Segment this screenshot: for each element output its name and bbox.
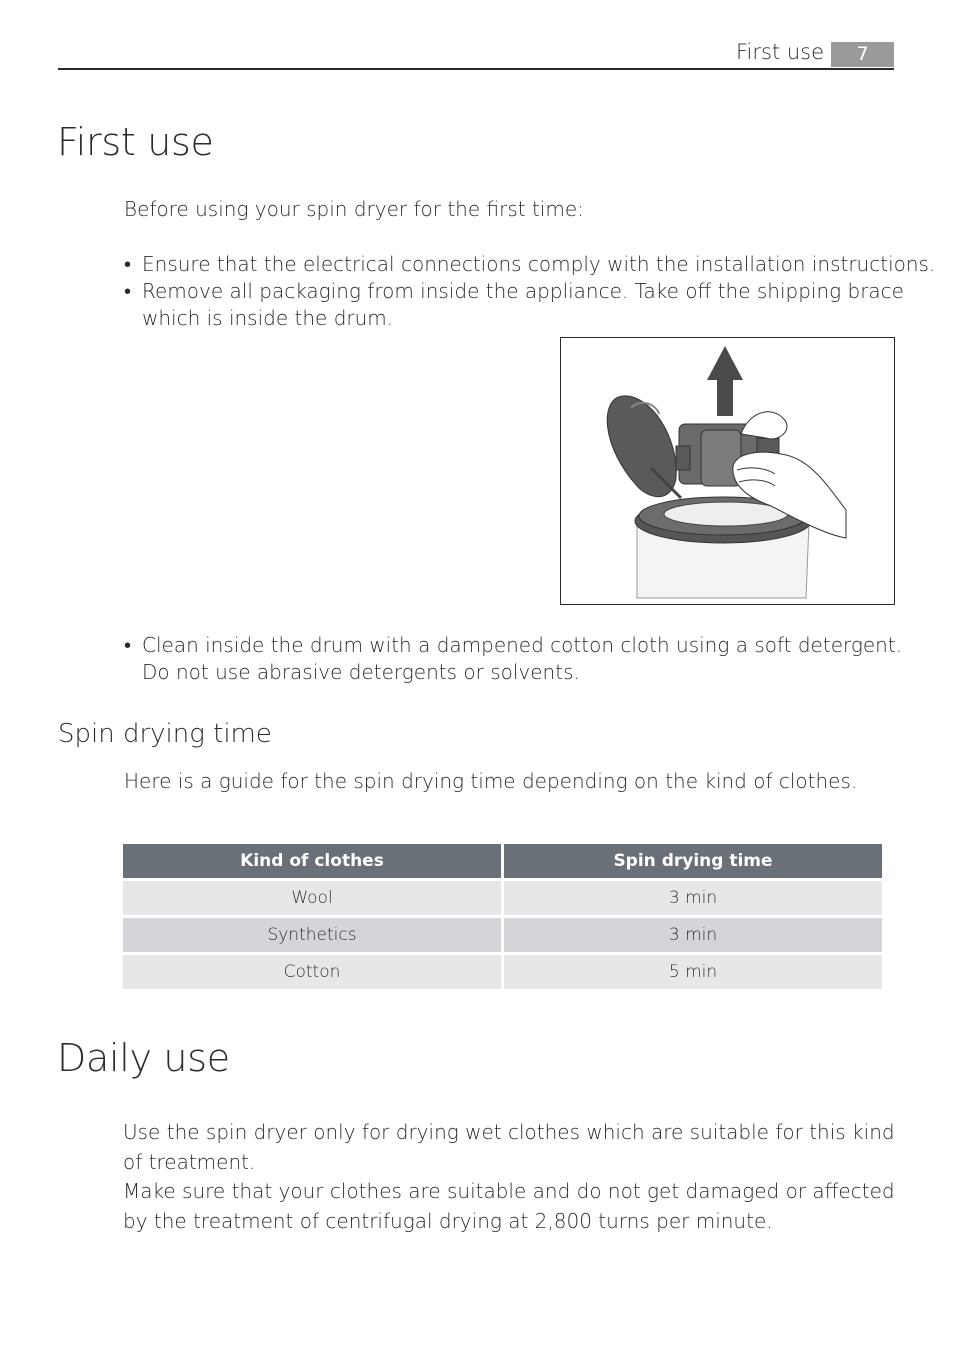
table-header-kind: Kind of clothes — [123, 844, 501, 878]
bullet-item-packaging: • Remove all packaging from inside the appliance. Take off the shipping brace — [124, 278, 935, 305]
daily-use-paragraph-1: Use the spin dryer only for drying wet clothes which are suitable for this kind of treatment. — [123, 1120, 895, 1174]
table-row — [123, 918, 882, 952]
table-cell-kind: Synthetics — [123, 918, 501, 952]
spin-drying-table — [123, 844, 882, 992]
table-cell-kind: Cotton — [123, 955, 501, 989]
spin-drying-intro: Here is a guide for the spin drying time depending on the kind of clothes. — [124, 769, 858, 793]
page-number: 7 — [831, 42, 894, 67]
running-header-section: First use — [736, 40, 825, 64]
table-row — [123, 881, 882, 915]
bullet-item-packaging-cont: which is inside the drum. — [142, 306, 394, 330]
table-row — [123, 955, 882, 989]
table-cell-kind: Wool — [123, 881, 501, 915]
first-use-bullet-list — [124, 251, 935, 305]
bullet-item-cleaning-cont: Do not use abrasive detergents or solvents. — [142, 660, 580, 684]
first-use-intro: Before using your spin dryer for the first time: — [124, 197, 584, 221]
spin-dryer-drawing — [561, 338, 894, 604]
shipping-brace-illustration — [560, 337, 895, 605]
bullet-item-cleaning: • Clean inside the drum with a dampened cotton cloth using a soft detergent. — [124, 632, 902, 659]
daily-use-title: Daily use — [57, 1036, 230, 1080]
first-use-title: First use — [57, 120, 214, 164]
table-header-time: Spin drying time — [504, 844, 882, 878]
table-cell-time: 5 min — [504, 955, 882, 989]
table-cell-time: 3 min — [504, 881, 882, 915]
cleaning-bullet-list — [124, 632, 902, 659]
bullet-item-electrical: • Ensure that the electrical connections comply with the installation instructions. — [124, 251, 935, 278]
table-header-row — [123, 844, 882, 878]
header-rule — [58, 68, 894, 70]
spin-drying-title: Spin drying time — [58, 719, 272, 749]
table-cell-time: 3 min — [504, 918, 882, 952]
daily-use-paragraph-2: Make sure that your clothes are suitable and do not get damaged or affected by the treatment of centrifugal drying at 2,800 turns per minute. — [123, 1179, 895, 1233]
